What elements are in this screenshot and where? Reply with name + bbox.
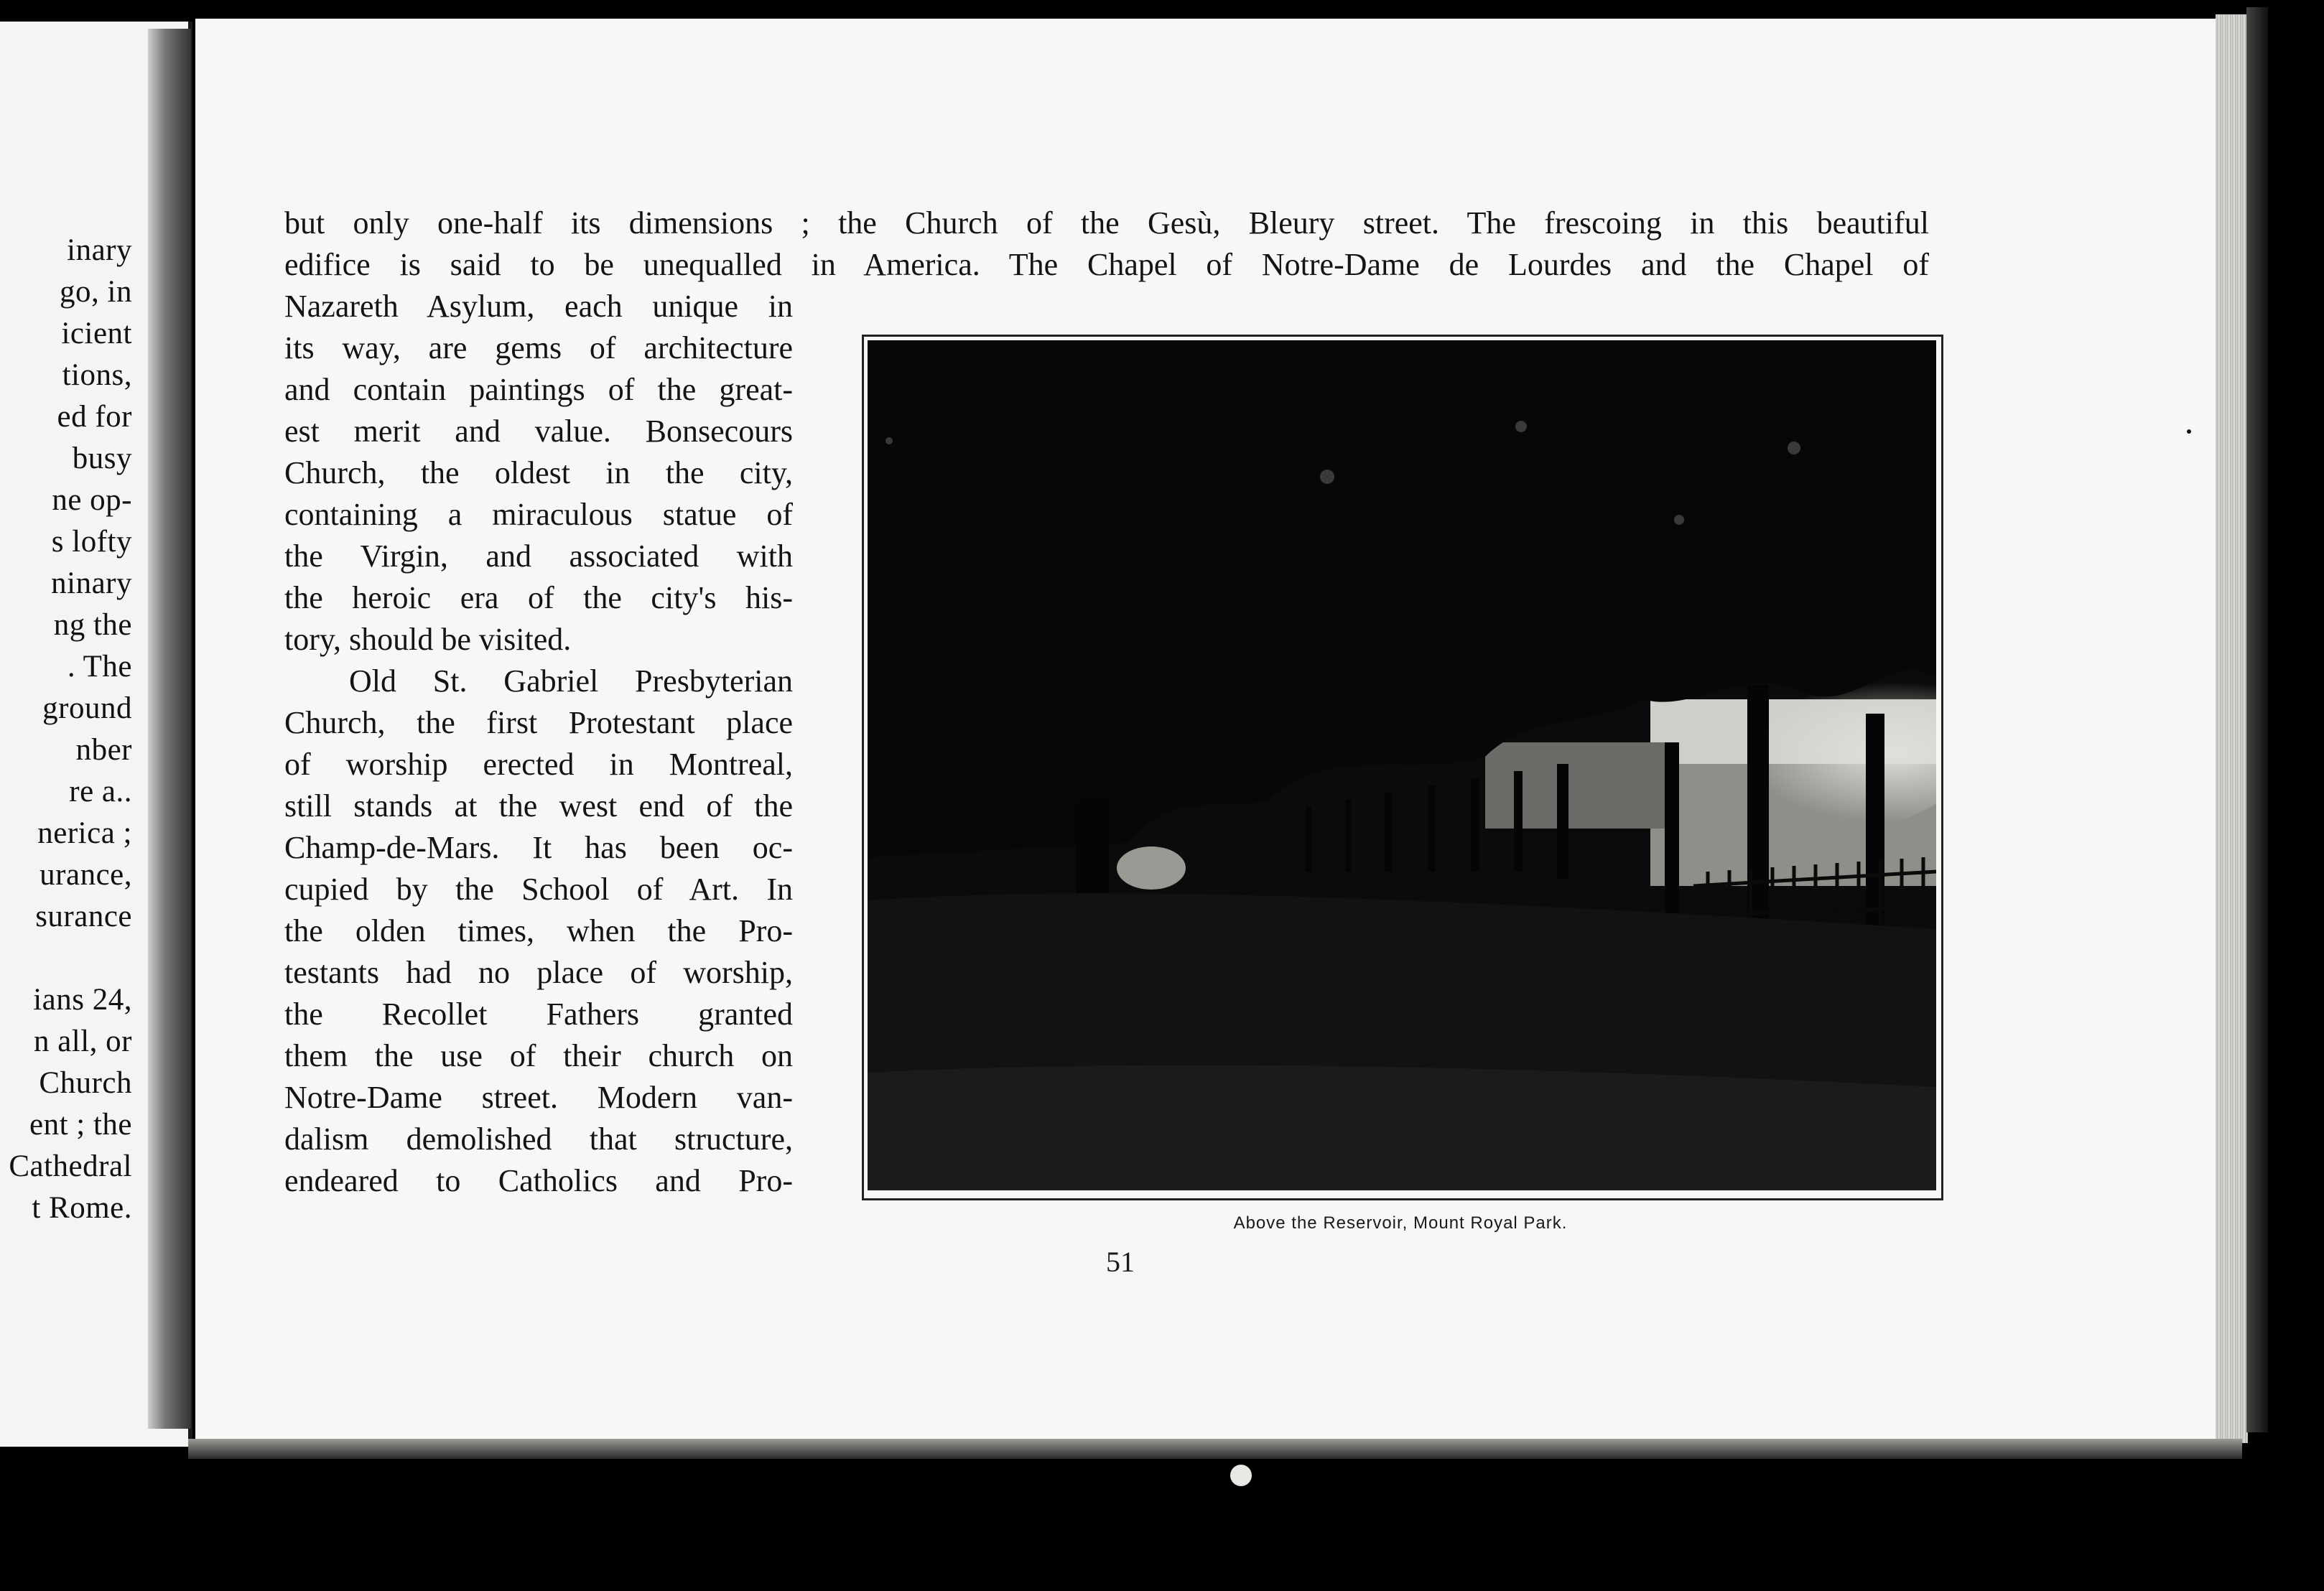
paragraph-first-line: Old St. Gabriel Presbyterian bbox=[349, 663, 793, 699]
body-text-line: them the use of their church on bbox=[284, 1038, 793, 1073]
page-bottom-edge bbox=[188, 1439, 2242, 1459]
left-page-line: nber bbox=[75, 733, 132, 767]
left-page-line: icient bbox=[61, 317, 132, 350]
page-edges bbox=[2216, 14, 2248, 1443]
book-cover-edge bbox=[2246, 7, 2268, 1432]
body-text-line: endeared to Catholics and Pro- bbox=[284, 1163, 793, 1198]
left-page-line: ng the bbox=[53, 608, 132, 642]
left-page-line: re a.. bbox=[69, 775, 132, 808]
body-text-line: containing a miraculous statue of bbox=[284, 497, 793, 532]
body-text-line: and contain paintings of the great- bbox=[284, 372, 793, 407]
body-text-line: Church, the first Protestant place bbox=[284, 705, 793, 740]
left-page-line: t Rome. bbox=[32, 1191, 132, 1225]
left-page-line: ninary bbox=[51, 566, 132, 600]
left-page-line: busy bbox=[72, 442, 132, 475]
body-text-line: tory, should be visited. bbox=[284, 622, 572, 657]
left-page-line: tions, bbox=[62, 358, 132, 392]
left-page-line: go, in bbox=[60, 275, 132, 309]
left-page-line: inary bbox=[67, 233, 132, 267]
left-page-line: Church bbox=[39, 1066, 132, 1100]
park-photograph bbox=[868, 340, 1936, 1190]
body-text-line: the olden times, when the Pro- bbox=[284, 913, 793, 948]
body-text-line: edifice is said to be unequalled in America. The Chapel of Notre-Dame de Lourdes and the Chapel of bbox=[284, 247, 1929, 282]
left-page-line: Cathedral bbox=[9, 1149, 132, 1183]
book-gutter bbox=[148, 29, 191, 1429]
body-text-line: est merit and value. Bonsecours bbox=[284, 414, 793, 449]
body-text-line: the heroic era of the city's his- bbox=[284, 580, 793, 615]
body-text-line: Notre-Dame street. Modern van- bbox=[284, 1080, 793, 1115]
scan-speck bbox=[2187, 429, 2191, 434]
left-page-line: ground bbox=[42, 691, 132, 725]
body-text-line: Nazareth Asylum, each unique in bbox=[284, 289, 793, 324]
body-text-line: testants had no place of worship, bbox=[284, 955, 793, 990]
page-number: 51 bbox=[1106, 1246, 1135, 1278]
body-text-line: of worship erected in Montreal, bbox=[284, 747, 793, 782]
left-page-line: urance, bbox=[39, 858, 132, 892]
body-text-line: dalism demolished that structure, bbox=[284, 1121, 793, 1157]
body-text-line: but only one-half its dimensions ; the Church of the Gesù, Bleury street. The frescoing in this beautiful bbox=[284, 205, 1929, 241]
body-text-line: Church, the oldest in the city, bbox=[284, 455, 793, 490]
body-text-line: Champ-de-Mars. It has been oc- bbox=[284, 830, 793, 865]
left-page-line: ne op- bbox=[52, 483, 132, 517]
photo-caption: Above the Reservoir, Mount Royal Park. bbox=[1233, 1213, 1568, 1233]
left-page-line: . The bbox=[67, 650, 132, 683]
body-text-line: its way, are gems of architecture bbox=[284, 330, 793, 365]
left-page-line: nerica ; bbox=[37, 816, 132, 850]
body-text-line: the Virgin, and associated with bbox=[284, 538, 793, 574]
body-text-line: still stands at the west end of the bbox=[284, 788, 793, 824]
left-page-line: n all, or bbox=[33, 1025, 132, 1058]
left-page-line: ians 24, bbox=[33, 983, 132, 1017]
left-page-line: s lofty bbox=[51, 525, 132, 559]
left-page-line: ent ; the bbox=[29, 1108, 132, 1142]
body-text-line: cupied by the School of Art. In bbox=[284, 872, 793, 907]
scan-speck bbox=[1230, 1465, 1252, 1486]
body-text-line: the Recollet Fathers granted bbox=[284, 997, 793, 1032]
left-page-line: surance bbox=[35, 900, 132, 933]
left-page-line: ed for bbox=[57, 400, 132, 434]
